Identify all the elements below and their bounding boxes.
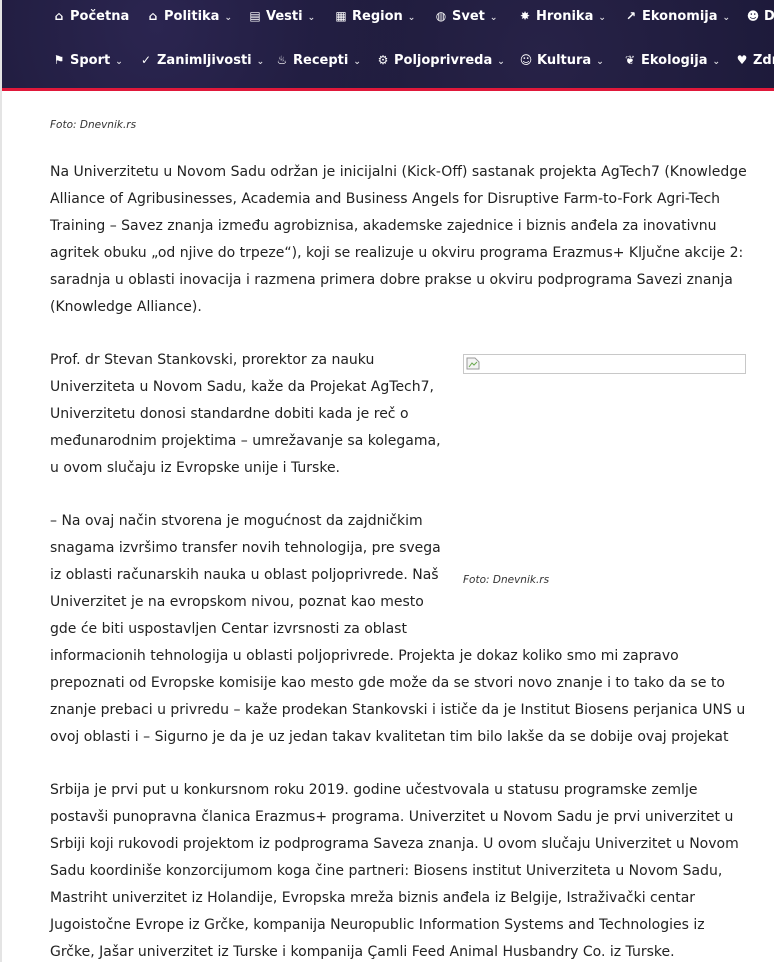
chevron-down-icon: ⌄ — [307, 13, 316, 23]
nav-item-ekonomija[interactable]: ↗ Ekonomija ⌄ — [624, 0, 730, 32]
article-paragraph-1: Na Univerzitetu u Novom Sadu održan je inicijalni (Kick-Off) sastanak projekta AgTech7 (Knowledge Alliance of Agribusinesses, Academia and Business Angels for Disruptive Farm-to-Fork Agri-Tech Training – Savez znanja između agrobiznisa, akademske zajednice i biznis anđela za inovativnu agritek obuku „od njive do trpeze“), koji se realizuje u okviru programa Erazmus+ Ključne akcije 2: saradnja u oblasti inovacija i razmena primera dobre prakse u okviru podprograma Savezi znanja (Knowledge Alliance). — [50, 164, 747, 315]
chevron-down-icon: ⌄ — [256, 57, 265, 67]
nav-accent-line — [2, 88, 774, 91]
home-icon: ⌂ — [54, 9, 64, 23]
chevron-down-icon: ⌄ — [489, 13, 498, 23]
article-paragraph-4: Srbija je prvi put u konkursnom roku 2019. godine učestvovala u statusu programske zemlje postavši punopravna članica Erazmus+ programa. Univerzitet u Novom Sadu je prvi univerzitet u Srbiji koji rukovodi projektom iz podprograma Saveza znanja. U ovom slučaju Univerzitet u Novom Sadu koordiniše konzorcijumom koga čine partneri: Biosens institut Univerziteta u Novom Sadu, Mastriht univerzitet iz Holandije, Evropska mreža biznis anđela iz Belgije, Istraživački centar Jugoistočne Evrope iz Grčke, kompanija Neuropublic Information Systems and Technologies iz Grčke, Jašar univerzitet iz Turske i kompanija Çamli Feed Animal Husbandry Co. iz Turske. — [50, 782, 739, 960]
chevron-down-icon: ⌄ — [598, 13, 606, 23]
nav-item-zdravlje[interactable]: ♥ Zdr — [735, 44, 778, 76]
globe-icon: ◍ — [435, 9, 447, 23]
article-paragraph-3b: informacionih tehnologija u oblasti poljoprivrede. Projekta je dokaz koliko smo mi zapravo prepoznati od Evropske komisije kao mesto gde može da se stvori novo znanje i to tako da se to znanje prebaci u privredu – kaže prodekan Stankovski i ističe da je Institut Biosens perjanica UNS u ovoj oblasti i – Sigurno je da je uz jedan takav kvalitetan tim bilo lakše da se dobije ovaj projekat — [50, 648, 746, 745]
chevron-down-icon: ⌄ — [115, 57, 123, 67]
nav-item-vesti[interactable]: ▤ Vesti ⌄ — [248, 0, 315, 32]
figure-photo-caption: Foto: Dnevnik.rs — [463, 574, 550, 586]
top-photo-caption: Foto: Dnevnik.rs — [50, 119, 137, 131]
broken-image-icon — [466, 357, 480, 370]
nav-item-ekologija[interactable]: ❦ Ekologija ⌄ — [623, 44, 720, 76]
newspaper-icon: ▤ — [249, 9, 261, 23]
nav-item-kultura[interactable]: ☺ Kultura ⌄ — [519, 44, 604, 76]
theater-masks-icon: ☺ — [519, 53, 533, 67]
users-icon: ☻ — [746, 9, 760, 23]
chevron-down-icon: ⌄ — [407, 13, 416, 23]
nav-item-recepti[interactable]: ♨ Recepti ⌄ — [275, 44, 361, 76]
nav-item-svet[interactable]: ◍ Svet ⌄ — [434, 0, 497, 32]
chevron-down-icon: ⌄ — [353, 57, 361, 67]
page-left-border — [0, 0, 2, 962]
map-icon: ▦ — [335, 9, 347, 23]
trend-line-icon: ↗ — [625, 9, 637, 23]
nav-item-region[interactable]: ▦ Region ⌄ — [334, 0, 415, 32]
tractor-icon: ⚙ — [377, 53, 389, 67]
nav-item-sport[interactable]: ⚑ Sport ⌄ — [52, 44, 123, 76]
running-icon: ⚑ — [53, 53, 65, 67]
nav-item-politika[interactable]: ⌂ Politika ⌄ — [146, 0, 232, 32]
thumbs-up-icon: ✓ — [140, 53, 152, 67]
heartbeat-icon: ♥ — [736, 53, 748, 67]
chevron-down-icon: ⌄ — [224, 13, 233, 23]
chevron-down-icon: ⌄ — [722, 13, 731, 23]
chevron-down-icon: ⌄ — [596, 57, 604, 67]
main-navigation-bar — [2, 0, 778, 88]
gavel-icon: ✸ — [519, 9, 531, 23]
article-paragraph-3a: – Na ovaj način stvorena je mogućnost da zajdničkim snagama izvršimo transfer novih tehnologija, pre svega iz oblasti računarskih nauka u oblast poljoprivrede. Naš Univerzitet je na evropskom nivou, poznat kao mesto gde će biti uspostavljen Centar izvrsnosti za oblast — [50, 513, 441, 637]
chevron-down-icon: ⌄ — [497, 57, 505, 67]
institution-icon: ⌂ — [148, 9, 158, 23]
nav-item-zanimljivosti[interactable]: ✓ Zanimljivosti ⌄ — [139, 44, 264, 76]
cake-icon: ♨ — [276, 53, 288, 67]
article-paragraph-2: Prof. dr Stevan Stankovski, prorektor za nauku Univerziteta u Novom Sadu, kaže da Projekat AgTech7, Univerzitetu donosi standardne dobiti kada je reč o međunarodnim projektima – umrežavanje sa kolegama, u ovom slučaju iz Evropske unije i Turske. — [50, 352, 441, 476]
leaf-icon: ❦ — [624, 53, 636, 67]
nav-item-poljoprivreda[interactable]: ⚙ Poljoprivreda ⌄ — [376, 44, 505, 76]
nav-item-d[interactable]: ☻ D — [746, 0, 775, 32]
chevron-down-icon: ⌄ — [712, 57, 721, 67]
nav-item-hronika[interactable]: ✸ Hronika ⌄ — [518, 0, 606, 32]
nav-item-pocetna[interactable]: ⌂ Početna — [52, 0, 129, 32]
article-photo[interactable] — [463, 354, 746, 374]
